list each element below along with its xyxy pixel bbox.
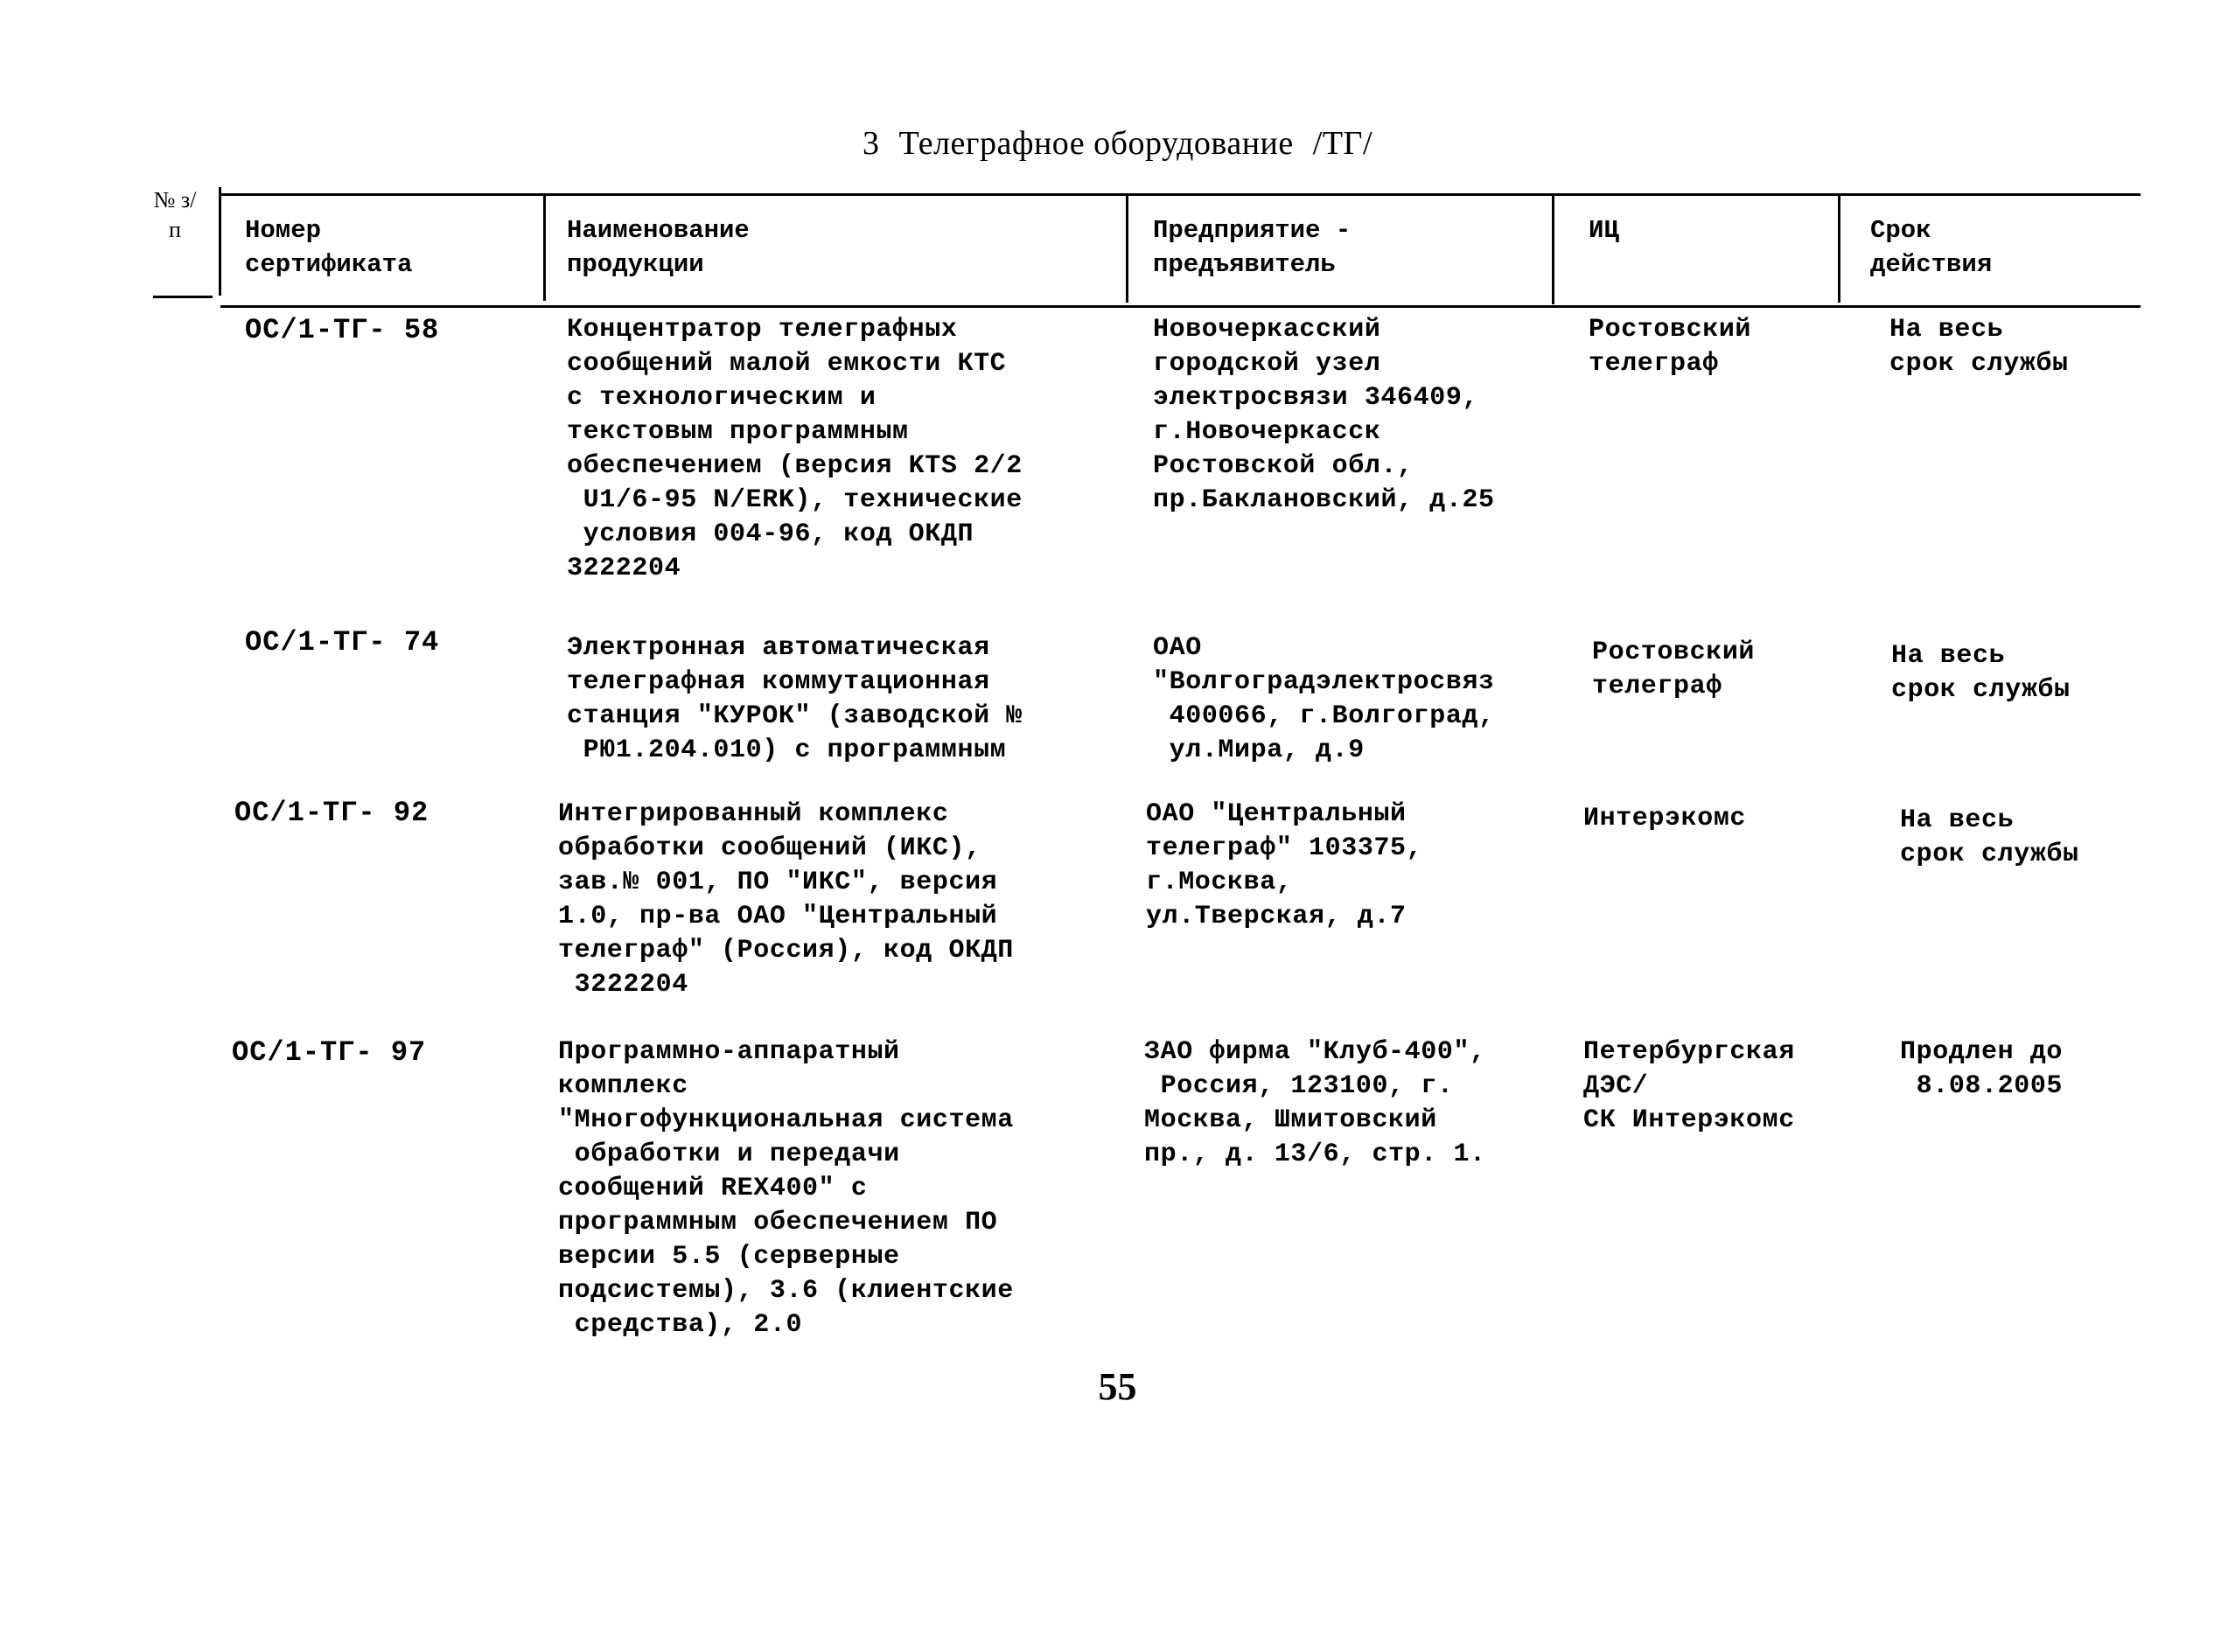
row-cert-number: ОС/1-ТГ- 97	[232, 1036, 427, 1069]
row-cert-number: ОС/1-ТГ- 58	[245, 314, 440, 346]
header-product-name: Наименование продукции	[567, 216, 750, 279]
header-test-center: ИЦ	[1589, 216, 1619, 245]
column-divider-3	[1126, 196, 1128, 303]
column-divider-2	[543, 196, 546, 301]
row-validity: На весь срок службы	[1900, 805, 2079, 869]
row-test-center: Ростовский телеграф	[1592, 638, 1756, 701]
header-num: № з/п	[153, 187, 197, 242]
row-enterprise: ЗАО фирма "Клуб-400", Россия, 123100, г. Москва, Шмитовский пр., д. 13/6, стр. 1.	[1144, 1037, 1486, 1169]
row-test-center: Ростовский телеграф	[1589, 315, 1752, 379]
section-number: 3	[862, 125, 880, 162]
num-column-rule	[153, 296, 213, 298]
row-cert-number: ОС/1-ТГ- 74	[245, 626, 440, 659]
table-top-rule	[220, 193, 2141, 196]
section-title	[0, 124, 2235, 163]
row-enterprise: ОАО "Центральный телеграф" 103375, г.Москва, ул.Тверская, д.7	[1146, 799, 1423, 931]
row-enterprise: Новочеркасский городской узел электросвязи 346409, г.Новочеркасск Ростовской обл., пр.Баклановский, д.25	[1153, 315, 1495, 515]
section-title-text: Телеграфное оборудование	[898, 125, 1294, 162]
row-validity: На весь срок службы	[1889, 315, 2069, 379]
row-cert-number: ОС/1-ТГ- 92	[234, 797, 430, 829]
row-validity: Продлен до 8.08.2005	[1900, 1037, 2064, 1101]
row-test-center: Петербургская ДЭС/ СК Интерэкомс	[1583, 1037, 1795, 1135]
row-product: Программно-аппаратный комплекс "Многофункциональная система обработки и передачи сообщений REX400" с программным обеспечением ПО версии 5.5 (серверные подсистемы), 3.6 (клиентские средства), 2.0	[558, 1037, 1014, 1340]
header-enterprise: Предприятие - предъявитель	[1153, 216, 1351, 279]
column-divider-5	[1838, 196, 1840, 303]
column-divider-1	[219, 187, 221, 296]
header-cert-number: Номер сертификата	[245, 216, 413, 279]
section-code: /ТГ/	[1312, 125, 1373, 162]
row-test-center: Интерэкомс	[1583, 804, 1747, 833]
page-number: 55	[1098, 1365, 1137, 1408]
header-validity: Срок действия	[1870, 216, 1993, 279]
row-enterprise: ОАО "Волгоградэлектросвяз 400066, г.Волгоград, ул.Мира, д.9	[1153, 633, 1495, 765]
row-product: Интегрированный комплекс обработки сообщений (ИКС), зав.№ 001, ПО "ИКС", версия 1.0, пр-ва ОАО "Центральный телеграф" (Россия), код ОКДП 3222204	[558, 799, 1014, 1000]
row-product: Концентратор телеграфных сообщений малой емкости КТС с технологическим и текстовым программным обеспечением (версия KTS 2/2 U1/6-95 N/ERK), технические условия 004-96, код ОКДП 3222204	[567, 315, 1023, 583]
header-bottom-rule	[220, 305, 2141, 308]
row-product: Электронная автоматическая телеграфная коммутационная станция "КУРОК" (заводской № РЮ1.204.010) с программным	[567, 633, 1023, 765]
column-divider-4	[1552, 196, 1554, 304]
row-validity: На весь срок службы	[1891, 641, 2071, 705]
